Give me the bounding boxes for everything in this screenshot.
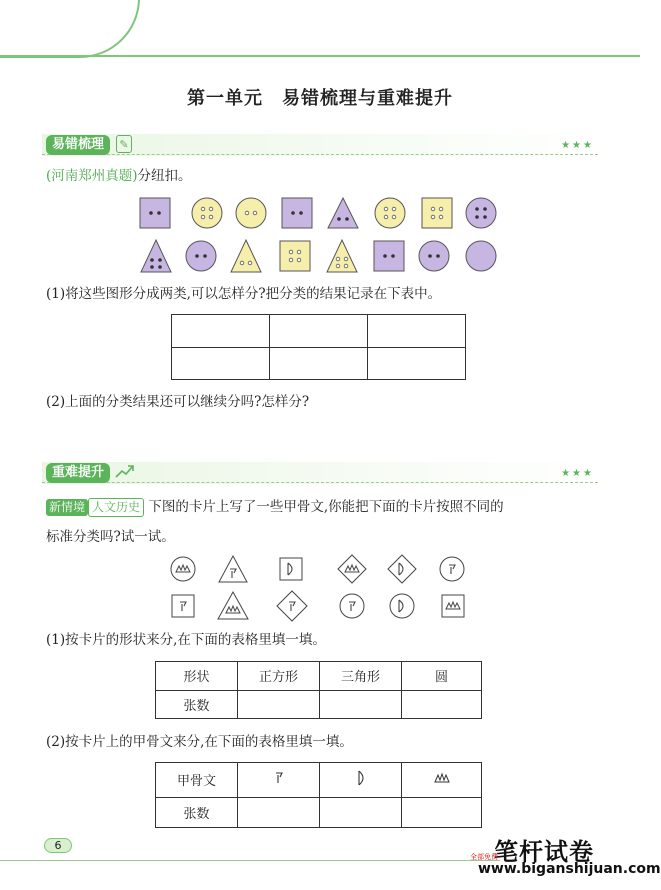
shape-count-table bbox=[155, 661, 482, 719]
answer-cell[interactable] bbox=[172, 315, 270, 348]
page-title: 第一单元 易错梳理与重难提升 bbox=[187, 88, 453, 109]
header-cell: 三角形 bbox=[320, 662, 402, 691]
button-square-lavender-2holes bbox=[140, 198, 170, 228]
answer-cell[interactable] bbox=[368, 315, 466, 348]
card-circle-moon bbox=[390, 594, 414, 618]
section2-divider bbox=[42, 482, 598, 483]
section2-question-1: (1)按卡片的形状来分,在下面的表格里填一填。 bbox=[46, 632, 326, 648]
card-square-mountain bbox=[442, 595, 464, 617]
moon-glyph-icon bbox=[354, 769, 368, 787]
oracle-count-table bbox=[155, 762, 482, 828]
footer-line bbox=[0, 860, 500, 861]
section2-label: 重难提升 bbox=[46, 463, 110, 483]
answer-cell[interactable] bbox=[402, 690, 482, 719]
button-square-yellow-4holes bbox=[422, 198, 452, 228]
button-triangle-yellow-2holes bbox=[231, 240, 261, 272]
brand-url[interactable]: www.biganshijuan.com bbox=[478, 861, 661, 877]
answer-cell[interactable] bbox=[368, 347, 466, 380]
card-triangle-hook bbox=[219, 556, 247, 582]
answer-cell[interactable] bbox=[320, 797, 402, 827]
answer-cell[interactable] bbox=[172, 347, 270, 380]
card-diamond-moon bbox=[388, 555, 416, 583]
tag-humanities: 人文历史 bbox=[88, 498, 144, 517]
row-label: 张数 bbox=[156, 797, 238, 827]
section2-intro-line1: 下图的卡片上写了一些甲骨文,你能把下面的卡片按照不同的 bbox=[148, 499, 504, 515]
header-cell: 圆 bbox=[402, 662, 482, 691]
button-triangle-lavender-4holes bbox=[141, 240, 171, 272]
button-circle-lavender-plain bbox=[466, 241, 496, 271]
button-square-yellow-4holes bbox=[280, 241, 310, 271]
button-triangle-yellow-4holes bbox=[327, 240, 357, 272]
header-cell-moon bbox=[320, 763, 402, 798]
card-circle-mountain bbox=[171, 557, 195, 581]
mountain-glyph-icon bbox=[433, 772, 451, 784]
tag-new-context: 新情境 bbox=[46, 499, 88, 516]
trend-up-icon bbox=[114, 462, 136, 480]
header-cell: 形状 bbox=[156, 662, 238, 691]
card-circle-hook bbox=[340, 594, 364, 618]
card-diamond-hook bbox=[277, 591, 307, 621]
card-triangle-mountain bbox=[218, 592, 248, 619]
brand-logo: 笔杆试卷 bbox=[494, 838, 594, 866]
question-intro: 分纽扣。 bbox=[137, 168, 192, 184]
brand-tagline: 全部免费 bbox=[470, 853, 498, 861]
section1-stars: ★★★ bbox=[561, 140, 594, 151]
answer-table-1 bbox=[171, 314, 466, 380]
button-square-lavender-2holes bbox=[282, 198, 312, 228]
question-2: (2)上面的分类结果还可以继续分吗?怎样分? bbox=[46, 394, 310, 410]
answer-cell[interactable] bbox=[238, 690, 320, 719]
answer-cell[interactable] bbox=[270, 347, 368, 380]
answer-cell[interactable] bbox=[270, 315, 368, 348]
header-line bbox=[0, 55, 640, 57]
button-circle-yellow-4holes bbox=[192, 198, 222, 228]
button-circle-yellow-2holes bbox=[236, 198, 266, 228]
oracle-cards-figure bbox=[168, 553, 478, 623]
card-circle-hook bbox=[440, 557, 464, 581]
buttons-figure bbox=[136, 194, 506, 276]
header-cell-hook bbox=[238, 763, 320, 798]
section1-label: 易错梳理 bbox=[46, 135, 110, 155]
card-square-hook bbox=[172, 595, 194, 617]
button-circle-lavender-4holes bbox=[466, 198, 496, 228]
answer-cell[interactable] bbox=[320, 690, 402, 719]
button-triangle-lavender-2holes bbox=[328, 198, 358, 228]
row-label: 张数 bbox=[156, 690, 238, 719]
answer-cell[interactable] bbox=[238, 797, 320, 827]
header-cell-mountain bbox=[402, 763, 482, 798]
section2-intro-line2: 标准分类吗?试一试。 bbox=[46, 529, 175, 545]
question-source: (河南郑州真题) bbox=[46, 168, 138, 184]
card-square-moon bbox=[280, 558, 302, 580]
section2-stars: ★★★ bbox=[561, 468, 594, 479]
question-1: (1)将这些图形分成两类,可以怎样分?把分类的结果记录在下表中。 bbox=[46, 286, 442, 302]
answer-cell[interactable] bbox=[402, 797, 482, 827]
button-circle-lavender-2holes bbox=[186, 241, 216, 271]
header-cell: 甲骨文 bbox=[156, 763, 238, 798]
section1-divider bbox=[42, 154, 598, 155]
notebook-icon: ✎ bbox=[116, 135, 132, 153]
section2-question-2: (2)按卡片上的甲骨文来分,在下面的表格里填一填。 bbox=[46, 734, 353, 750]
page-number: 6 bbox=[44, 838, 72, 853]
header-cell: 正方形 bbox=[238, 662, 320, 691]
card-diamond-mountain bbox=[338, 555, 366, 583]
button-circle-lavender-2holes bbox=[419, 241, 449, 271]
hook-glyph-icon bbox=[272, 770, 286, 786]
button-circle-yellow-4holes bbox=[375, 198, 405, 228]
button-square-lavender-2holes bbox=[374, 241, 404, 271]
